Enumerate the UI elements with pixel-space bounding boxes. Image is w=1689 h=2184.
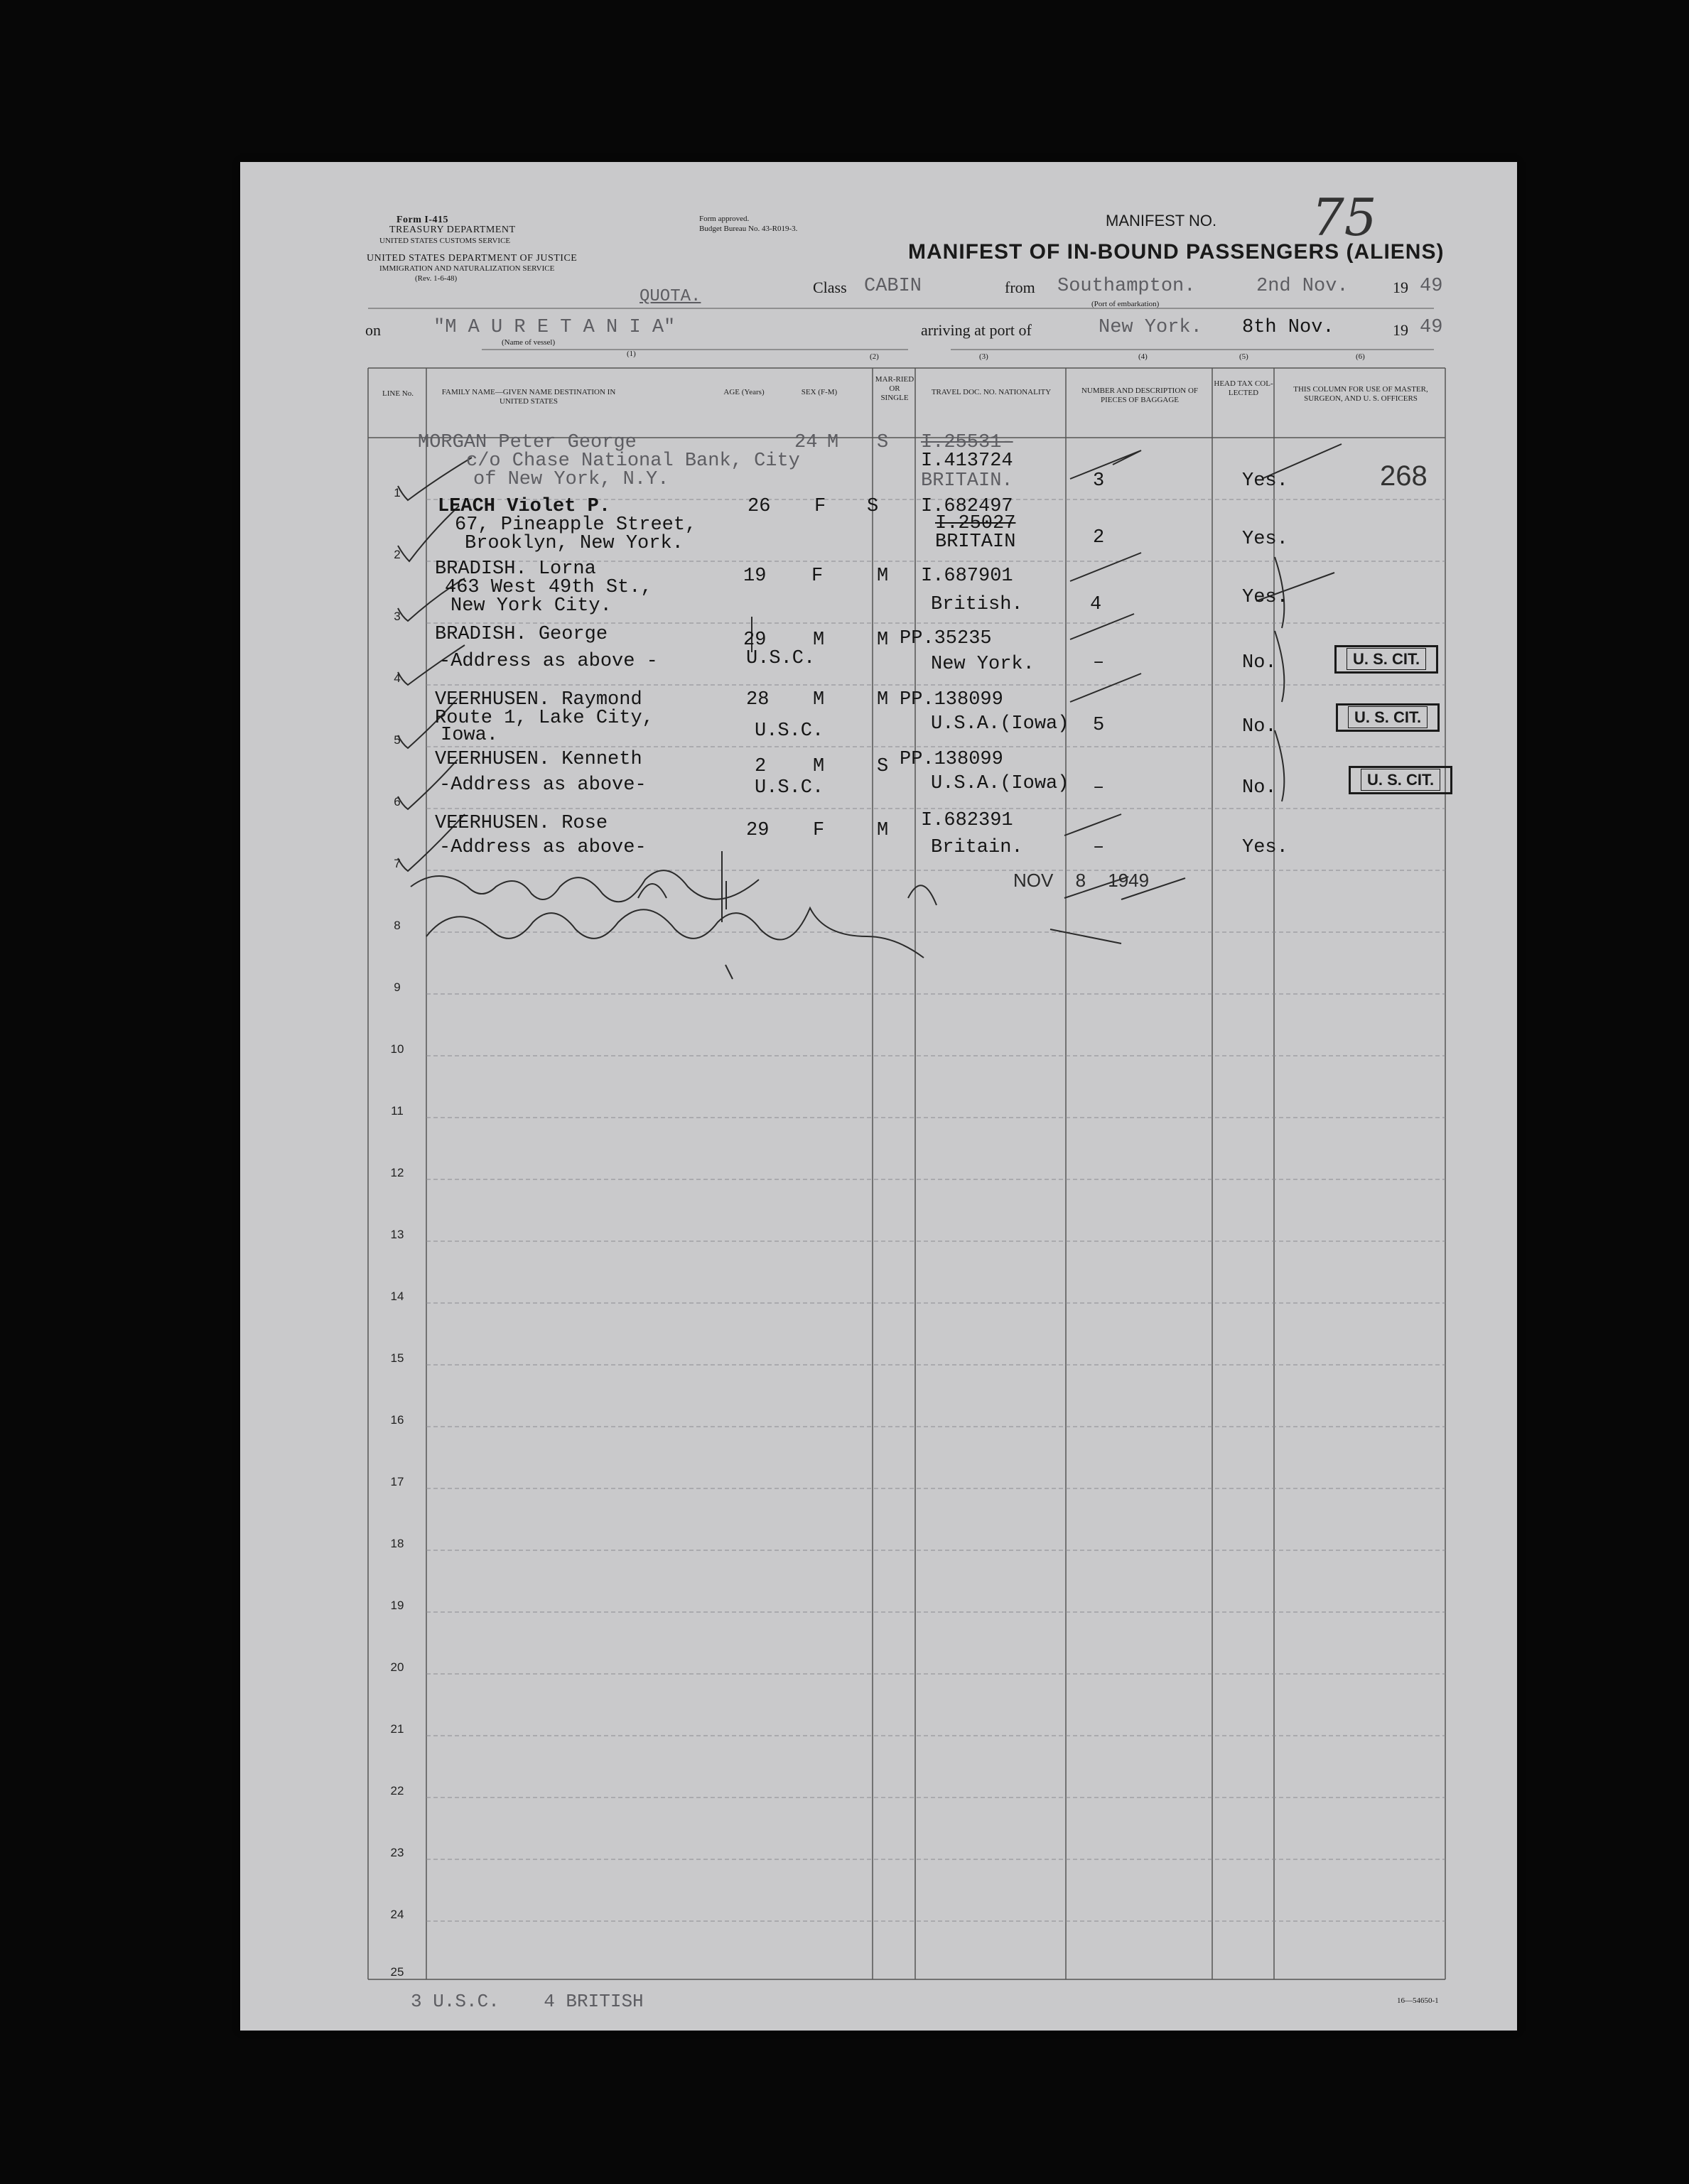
line-number: 19	[390, 1599, 404, 1612]
passenger-marital: S	[877, 756, 889, 777]
passenger-age: 29	[743, 629, 767, 651]
passenger-name: VEERHUSEN. Rose	[435, 813, 608, 834]
depart-year-prefix: 19	[1393, 279, 1408, 296]
line-number: 18	[390, 1537, 404, 1550]
passenger-head-tax: Yes.	[1242, 837, 1288, 858]
header-baggage: NUMBER AND DESCRIPTION OF PIECES OF BAGGAGE	[1081, 386, 1199, 404]
officer-number: 268	[1380, 460, 1428, 492]
passenger-name: VEERHUSEN. Kenneth	[435, 749, 642, 770]
passenger-name: VEERHUSEN. Raymond	[435, 689, 642, 710]
line-number: 4	[394, 671, 401, 685]
quota-label: QUOTA.	[640, 287, 701, 306]
passenger-head-tax: No.	[1242, 716, 1277, 737]
budget-bureau: Budget Bureau No. 43-R019-3.	[699, 225, 798, 233]
line-number: 8	[394, 919, 401, 932]
date-stamp: NOV 8 1949	[1013, 870, 1150, 891]
passenger-age: 2	[755, 756, 767, 777]
passenger-address: Route 1, Lake City,	[435, 708, 654, 729]
from-label: from	[1005, 279, 1035, 296]
header-officers: THIS COLUMN FOR USE OF MASTER, SURGEON, AND U. S. OFFICERS	[1293, 385, 1428, 403]
arrive-port: New York.	[1099, 317, 1202, 338]
passenger-head-tax: Yes.	[1242, 587, 1288, 608]
line-number: 12	[390, 1166, 404, 1179]
passenger-doc: I.682497	[921, 496, 1013, 517]
arriving-label: arriving at port of	[921, 321, 1032, 339]
passenger-marital: M	[877, 820, 889, 841]
passenger-marital: M	[877, 689, 889, 710]
passenger-nationality: U.S.A.(Iowa)	[931, 713, 1069, 735]
line-number: 11	[391, 1104, 404, 1118]
line-number: 10	[390, 1042, 404, 1056]
port-embark-note: (Port of embarkation)	[1091, 300, 1160, 308]
passenger-address: New York City.	[450, 595, 612, 617]
col-number-3: (3)	[979, 352, 988, 361]
passenger-address: Brooklyn, New York.	[465, 533, 684, 554]
on-label: on	[365, 321, 381, 339]
line-number: 1	[394, 486, 401, 499]
header-line-no: LINE No.	[382, 389, 414, 398]
line-number: 6	[394, 795, 401, 809]
passenger-name: BRADISH. Lorna	[435, 558, 596, 580]
line-number: 24	[390, 1908, 404, 1921]
passenger-sex: M	[813, 689, 825, 710]
customs-service: UNITED STATES CUSTOMS SERVICE	[379, 237, 511, 245]
passenger-address: c/o Chase National Bank, City	[466, 450, 800, 472]
depart-year: 49	[1420, 276, 1443, 297]
us-citizen-stamp: U. S. CIT.	[1336, 703, 1440, 732]
passenger-nationality: BRITAIN.	[921, 470, 1013, 492]
passenger-name: BRADISH. George	[435, 624, 608, 645]
line-number: 9	[394, 980, 401, 994]
line-number: 20	[390, 1660, 404, 1674]
passenger-address: of New York, N.Y.	[473, 469, 669, 490]
passenger-doc-struck: I.25027	[935, 513, 1016, 534]
passenger-nationality: New York.	[931, 654, 1035, 675]
passenger-head-tax: No.	[1242, 652, 1277, 674]
passenger-doc: PP.138099	[900, 749, 1003, 770]
vessel-note: (Name of vessel)	[502, 338, 556, 347]
passenger-name: MORGAN Peter George	[418, 432, 637, 453]
col-number-5: (5)	[1239, 352, 1248, 361]
line-number: 5	[394, 733, 401, 747]
line-number: 15	[390, 1351, 404, 1365]
passenger-sex: M	[813, 756, 825, 777]
passenger-nationality: U.S.A.(Iowa)	[931, 773, 1069, 794]
passenger-address: 67, Pineapple Street,	[455, 514, 697, 536]
us-citizen-stamp: U. S. CIT.	[1334, 645, 1438, 674]
arrive-year-prefix: 19	[1393, 321, 1408, 339]
passenger-nationality: British.	[931, 594, 1023, 615]
footer-totals: 3 U.S.C. 4 BRITISH	[411, 1991, 644, 2012]
passenger-sex: F	[811, 566, 824, 587]
passenger-nationality: BRITAIN	[935, 531, 1016, 553]
depart-date: 2nd Nov.	[1256, 276, 1349, 297]
ins-service: IMMIGRATION AND NATURALIZATION SERVICE	[379, 264, 555, 273]
passenger-doc: I.413724	[921, 450, 1013, 472]
treasury-dept: TREASURY DEPARTMENT	[389, 225, 516, 235]
class-value: CABIN	[864, 276, 922, 297]
us-citizen-stamp: U. S. CIT.	[1349, 766, 1452, 794]
passenger-age: 29	[746, 820, 770, 841]
manifest-label: MANIFEST NO.	[1106, 212, 1217, 229]
passenger-nationality: Britain.	[931, 837, 1023, 858]
passenger-address: -Address as above-	[439, 837, 647, 858]
passenger-baggage: –	[1093, 837, 1105, 858]
line-number: 23	[390, 1846, 404, 1859]
line-number: 22	[390, 1784, 404, 1798]
passenger-citizenship: U.S.C.	[746, 648, 816, 669]
passenger-baggage: 5	[1093, 715, 1105, 736]
passenger-address: Iowa.	[441, 725, 499, 746]
manifest-title: MANIFEST OF IN-BOUND PASSENGERS (ALIENS)	[908, 240, 1445, 264]
passenger-age: 28	[746, 689, 770, 710]
passenger-baggage: 2	[1093, 527, 1105, 548]
line-number: 21	[390, 1722, 404, 1736]
passenger-marital: M	[877, 566, 889, 587]
passenger-sex: M	[813, 629, 825, 651]
passenger-doc: PP.138099	[900, 689, 1003, 710]
justice-dept: UNITED STATES DEPARTMENT OF JUSTICE	[367, 253, 578, 264]
header-head-tax: HEAD TAX COL-LECTED	[1214, 379, 1273, 397]
passenger-doc: PP.35235	[900, 628, 992, 649]
passenger-baggage: –	[1093, 652, 1105, 674]
passenger-marital: S	[877, 432, 889, 453]
form-revision: (Rev. 1-6-48)	[415, 274, 458, 283]
header-name: FAMILY NAME—GIVEN NAME DESTINATION IN UNITED STATES	[441, 388, 616, 406]
header-age: AGE (Years)	[723, 388, 765, 396]
line-number: 14	[390, 1290, 404, 1303]
passenger-head-tax: Yes.	[1242, 470, 1288, 492]
form-number: Form I-415	[396, 215, 449, 225]
col-number-2: (2)	[870, 352, 879, 361]
form-approved: Form approved.	[699, 215, 750, 223]
passenger-doc-struck: I.25531-	[921, 432, 1013, 453]
manifest-sheet	[240, 162, 1517, 2031]
class-label: Class	[813, 279, 847, 296]
passenger-address: 463 West 49th St.,	[445, 577, 652, 598]
passenger-baggage: 4	[1090, 594, 1102, 615]
vessel-name: "M A U R E T A N I A"	[433, 317, 676, 338]
manifest-number: 75	[1312, 188, 1377, 247]
passenger-age: 24	[794, 432, 818, 453]
passenger-address: -Address as above-	[439, 774, 647, 796]
header-sex: SEX (F-M)	[801, 388, 838, 396]
passenger-sex: F	[813, 820, 825, 841]
arrive-year: 49	[1420, 317, 1443, 338]
header-married: MAR-RIED OR SINGLE	[875, 375, 914, 402]
line-number: 2	[394, 548, 401, 561]
line-number: 3	[394, 610, 401, 623]
passenger-name: LEACH Violet P.	[438, 496, 611, 517]
form-code: 16—54650-1	[1397, 1996, 1439, 2005]
vessel-col-number: (1)	[627, 350, 636, 358]
line-number: 16	[390, 1413, 404, 1427]
passenger-citizenship: U.S.C.	[755, 777, 824, 799]
embark-port: Southampton.	[1057, 276, 1196, 297]
line-number: 13	[390, 1228, 404, 1241]
line-number: 25	[390, 1965, 404, 1979]
passenger-age: 26	[748, 496, 771, 517]
passenger-marital: M	[877, 629, 889, 651]
passenger-baggage: –	[1093, 777, 1105, 799]
passenger-citizenship: U.S.C.	[755, 720, 824, 742]
line-number: 7	[394, 857, 401, 870]
passenger-head-tax: Yes.	[1242, 529, 1288, 550]
passenger-doc: I.687901	[921, 566, 1013, 587]
col-number-4: (4)	[1138, 352, 1148, 361]
line-number: 17	[390, 1475, 404, 1488]
passenger-marital: S	[867, 496, 879, 517]
passenger-baggage: 3	[1093, 470, 1105, 492]
passenger-sex: M	[827, 432, 839, 453]
passenger-sex: F	[814, 496, 826, 517]
header-travel-doc: TRAVEL DOC. NO. NATIONALITY	[931, 388, 1052, 396]
passenger-age: 19	[743, 566, 767, 587]
arrive-date: 8th Nov.	[1242, 317, 1334, 338]
passenger-doc: I.682391	[921, 810, 1013, 831]
passenger-head-tax: No.	[1242, 777, 1277, 799]
col-number-6: (6)	[1356, 352, 1365, 361]
passenger-address: -Address as above -	[439, 651, 658, 672]
